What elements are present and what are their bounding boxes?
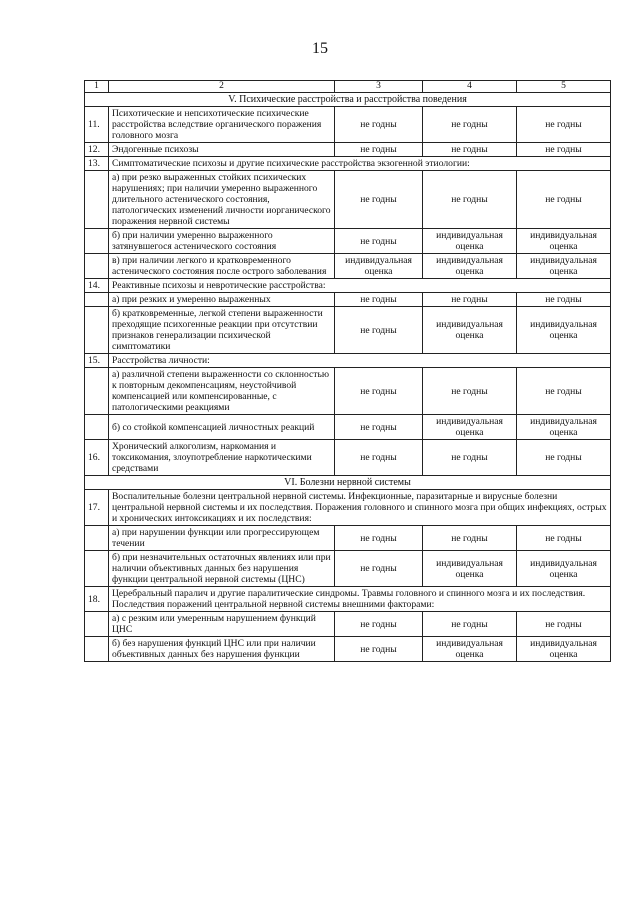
item-number bbox=[85, 637, 109, 662]
assessment-cell: индивидуальная оценка bbox=[423, 551, 517, 587]
assessment-cell: не годны bbox=[335, 143, 423, 157]
assessment-cell: не годны bbox=[517, 293, 611, 307]
condition-cell: Эндогенные психозы bbox=[109, 143, 335, 157]
assessment-cell: индивидуальная оценка bbox=[423, 254, 517, 279]
assessment-cell: не годны bbox=[335, 307, 423, 354]
condition-cell: а) с резким или умеренным нарушением функций ЦНС bbox=[109, 612, 335, 637]
item-title: Реактивные психозы и невротические расстройства: bbox=[109, 279, 611, 293]
assessment-cell: индивидуальная оценка bbox=[423, 307, 517, 354]
page-number: 15 bbox=[312, 40, 328, 57]
table-row bbox=[85, 415, 611, 440]
item-number: 12. bbox=[85, 143, 109, 157]
condition-cell: б) при наличии умеренно выраженного затянувшегося астенического состояния bbox=[109, 229, 335, 254]
assessment-cell: не годны bbox=[335, 415, 423, 440]
assessment-cell: не годны bbox=[423, 440, 517, 476]
item-number bbox=[85, 171, 109, 229]
assessment-cell: не годны bbox=[335, 551, 423, 587]
column-header: 1 bbox=[85, 81, 109, 93]
assessment-cell: индивидуальная оценка bbox=[517, 637, 611, 662]
assessment-cell: не годны bbox=[423, 293, 517, 307]
assessment-cell: не годны bbox=[335, 637, 423, 662]
assessment-cell: не годны bbox=[335, 440, 423, 476]
condition-cell: а) при резко выраженных стойких психических нарушениях; при наличии умеренно выраженного длительного астенического состояния, патологических изменений личности иорганического поражения нервной системы bbox=[109, 171, 335, 229]
assessment-cell: индивидуальная оценка bbox=[423, 229, 517, 254]
item-number bbox=[85, 307, 109, 354]
item-title: Воспалительные болезни центральной нервной системы. Инфекционные, паразитарные и вирусные болезни центральной нервной системы и их последствия. Поражения головного и спинного мозга при общих инфекциях, острых и хронических интоксикациях и их последствия: bbox=[109, 490, 611, 526]
item-title: Симптоматические психозы и другие психические расстройства экзогенной этиологии: bbox=[109, 157, 611, 171]
table-row bbox=[85, 368, 611, 415]
section-title: V. Психические расстройства и расстройства поведения bbox=[85, 93, 611, 107]
assessment-cell: не годны bbox=[517, 171, 611, 229]
table-row bbox=[85, 587, 611, 612]
section-header-row bbox=[85, 93, 611, 107]
assessment-cell: индивидуальная оценка bbox=[517, 307, 611, 354]
table-row bbox=[85, 307, 611, 354]
medical-requirements-table bbox=[84, 80, 611, 662]
table-row bbox=[85, 440, 611, 476]
table-row bbox=[85, 526, 611, 551]
table-row bbox=[85, 171, 611, 229]
item-number: 14. bbox=[85, 279, 109, 293]
table-row bbox=[85, 143, 611, 157]
assessment-cell: не годны bbox=[423, 171, 517, 229]
assessment-cell: не годны bbox=[517, 526, 611, 551]
item-number: 15. bbox=[85, 354, 109, 368]
assessment-cell: не годны bbox=[517, 612, 611, 637]
table-row bbox=[85, 107, 611, 143]
assessment-cell: не годны bbox=[517, 143, 611, 157]
condition-cell: в) при наличии легкого и кратковременного астенического состояния после острого заболевания bbox=[109, 254, 335, 279]
column-number-row bbox=[85, 81, 611, 93]
assessment-cell: индивидуальная оценка bbox=[517, 415, 611, 440]
item-number bbox=[85, 229, 109, 254]
assessment-cell: не годны bbox=[423, 107, 517, 143]
condition-cell: б) при незначительных остаточных явлениях или при наличии объективных данных без нарушения функции центральной нервной системы (ЦНС) bbox=[109, 551, 335, 587]
assessment-cell: не годны bbox=[335, 171, 423, 229]
assessment-cell: индивидуальная оценка bbox=[335, 254, 423, 279]
condition-cell: Психотические и непсихотические психические расстройства вследствие органического поражения головного мозга bbox=[109, 107, 335, 143]
item-number: 16. bbox=[85, 440, 109, 476]
item-number: 18. bbox=[85, 587, 109, 612]
table-row bbox=[85, 279, 611, 293]
table-row bbox=[85, 254, 611, 279]
item-number bbox=[85, 612, 109, 637]
section-header-row bbox=[85, 476, 611, 490]
assessment-cell: не годны bbox=[335, 229, 423, 254]
item-number bbox=[85, 551, 109, 587]
table-row bbox=[85, 229, 611, 254]
item-title: Церебральный паралич и другие паралитические синдромы. Травмы головного и спинного мозга и их последствия. Последствия поражений центральной нервной системы внешними факторами: bbox=[109, 587, 611, 612]
column-header: 4 bbox=[423, 81, 517, 93]
condition-cell: б) со стойкой компенсацией личностных реакций bbox=[109, 415, 335, 440]
assessment-cell: не годны bbox=[335, 293, 423, 307]
item-number bbox=[85, 526, 109, 551]
condition-cell: Хронический алкоголизм, наркомания и токсикомания, злоупотребление наркотическими средствами bbox=[109, 440, 335, 476]
assessment-cell: не годны bbox=[517, 440, 611, 476]
item-number bbox=[85, 415, 109, 440]
condition-cell: а) при нарушении функции или прогрессирующем течении bbox=[109, 526, 335, 551]
table-row bbox=[85, 551, 611, 587]
item-number: 11. bbox=[85, 107, 109, 143]
assessment-cell: индивидуальная оценка bbox=[517, 551, 611, 587]
assessment-cell: индивидуальная оценка bbox=[517, 254, 611, 279]
assessment-cell: индивидуальная оценка bbox=[517, 229, 611, 254]
column-header: 2 bbox=[109, 81, 335, 93]
assessment-cell: не годны bbox=[423, 143, 517, 157]
assessment-cell: не годны bbox=[423, 368, 517, 415]
assessment-cell: не годны bbox=[335, 368, 423, 415]
assessment-cell: не годны bbox=[423, 526, 517, 551]
item-number bbox=[85, 254, 109, 279]
item-number: 13. bbox=[85, 157, 109, 171]
assessment-cell: не годны bbox=[335, 107, 423, 143]
item-number: 17. bbox=[85, 490, 109, 526]
assessment-cell: не годны bbox=[517, 368, 611, 415]
table-row bbox=[85, 612, 611, 637]
condition-cell: а) различной степени выраженности со склонностью к повторным декомпенсациям, неустойчивой компенсацией или компенсированные, с патологическими реакциями bbox=[109, 368, 335, 415]
table-row bbox=[85, 157, 611, 171]
item-number bbox=[85, 293, 109, 307]
assessment-cell: не годны bbox=[335, 612, 423, 637]
condition-cell: б) без нарушения функций ЦНС или при наличии объективных данных без нарушения функции bbox=[109, 637, 335, 662]
table-row bbox=[85, 293, 611, 307]
assessment-cell: не годны bbox=[335, 526, 423, 551]
table-row bbox=[85, 637, 611, 662]
condition-cell: а) при резких и умеренно выраженных bbox=[109, 293, 335, 307]
table-row bbox=[85, 490, 611, 526]
item-number bbox=[85, 368, 109, 415]
assessment-cell: не годны bbox=[423, 612, 517, 637]
assessment-cell: не годны bbox=[517, 107, 611, 143]
column-header: 5 bbox=[517, 81, 611, 93]
assessment-cell: индивидуальная оценка bbox=[423, 637, 517, 662]
section-title: VI. Болезни нервной системы bbox=[85, 476, 611, 490]
table-body bbox=[85, 81, 611, 662]
table-row bbox=[85, 354, 611, 368]
assessment-cell: индивидуальная оценка bbox=[423, 415, 517, 440]
column-header: 3 bbox=[335, 81, 423, 93]
item-title: Расстройства личности: bbox=[109, 354, 611, 368]
condition-cell: б) кратковременные, легкой степени выраженности преходящие психогенные реакции при отсутствии признаков генерализации психической симптоматики bbox=[109, 307, 335, 354]
